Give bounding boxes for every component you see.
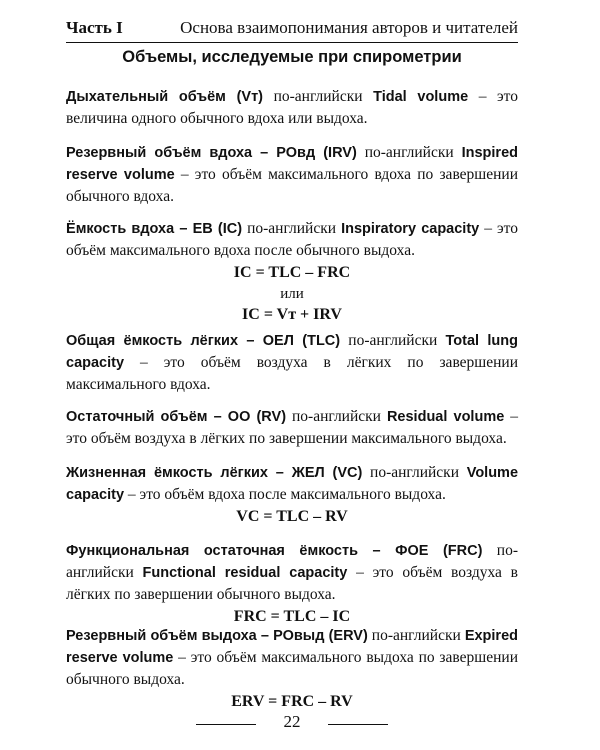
- term-ru: Остаточный объём – ОО (RV): [66, 409, 287, 425]
- header-running-title: Основа взаимопонимания авторов и читателей: [180, 18, 518, 37]
- term-connector: по-английски: [242, 220, 342, 237]
- term-en: Total lung capacity: [66, 333, 518, 371]
- term-connector: по-английски: [362, 464, 467, 481]
- definition-residual-volume: [66, 406, 518, 450]
- term-description: – это объём воздуха в лёгких по завершении максимального выдоха.: [66, 408, 518, 447]
- term-description: – это объём максимального выдоха по завершении обычного выдоха.: [66, 649, 518, 688]
- page-number: 22: [283, 712, 301, 731]
- term-description: – это объём воздуха в лёгких по завершении обычного выдоха.: [66, 564, 518, 603]
- formula: FRC = TLC – IC: [233, 608, 351, 625]
- formula: ERV = FRC – RV: [231, 693, 353, 710]
- term-ru: Ёмкость вдоха – ЕВ (IC): [66, 221, 243, 237]
- footer-rule-left: [196, 724, 256, 725]
- term-ru: Резервный объём выдоха – РОвыд (ERV): [66, 628, 368, 644]
- term-en: Functional residual capacity: [142, 565, 348, 581]
- term-connector: по-английски: [340, 332, 446, 349]
- definition-volume-capacity: [66, 462, 518, 528]
- term-en: Expired reserve volume: [66, 628, 518, 666]
- term-ru: Функциональная остаточная ёмкость – ФОЕ (FRC): [66, 543, 483, 559]
- formula: VC = TLC – RV: [236, 508, 348, 525]
- term-ru: Жизненная ёмкость лёгких – ЖЕЛ (VC): [66, 465, 363, 481]
- term-connector: по-английски: [356, 144, 462, 161]
- definition-functional-residual-capacity: [66, 540, 518, 628]
- definition-expired-reserve-volume: [66, 625, 518, 713]
- term-description: – это объём воздуха в лёгких по завершении максимального вдоха.: [66, 354, 518, 393]
- term-ru: Резервный объём вдоха – РОвд (IRV): [66, 145, 357, 161]
- definition-inspiratory-capacity: [66, 218, 518, 326]
- page-footer: [66, 712, 518, 738]
- term-description: – это объём максимального вдоха после обычного выдоха.: [66, 220, 518, 259]
- term-connector: по-английски: [263, 88, 374, 105]
- term-description: – это величина одного обычного вдоха или выдоха.: [66, 88, 518, 127]
- term-en: Volume capacity: [66, 465, 519, 503]
- section-title: Объемы, исследуемые при спирометрии: [122, 48, 462, 66]
- term-description: – это объём вдоха после максимального выдоха.: [124, 486, 446, 503]
- header-part-label: Часть I: [66, 18, 123, 37]
- term-connector: по-английски: [286, 408, 387, 425]
- definition-total-lung-capacity: [66, 330, 518, 396]
- formula-or-label: или: [280, 286, 304, 302]
- term-connector: по-английски: [66, 542, 518, 581]
- formula: IC = Vт + IRV: [242, 306, 342, 323]
- formula: IC = TLC – FRC: [233, 264, 351, 281]
- term-description: – это объём максимального вдоха по завершении обычного вдоха.: [66, 166, 518, 205]
- definition-tidal-volume: [66, 86, 518, 130]
- term-en: Tidal volume: [373, 89, 469, 105]
- footer-rule-right: [328, 724, 388, 725]
- definition-inspired-reserve-volume: [66, 142, 518, 208]
- term-en: Residual volume: [386, 409, 505, 425]
- term-en: Inspiratory capacity: [341, 221, 480, 237]
- term-ru: Общая ёмкость лёгких – ОЕЛ (TLC): [66, 333, 341, 349]
- page-header: [66, 16, 518, 43]
- term-en: Inspired reserve volume: [66, 145, 518, 183]
- term-ru: Дыхательный объём (Vт): [66, 89, 264, 105]
- term-connector: по-английски: [367, 627, 465, 644]
